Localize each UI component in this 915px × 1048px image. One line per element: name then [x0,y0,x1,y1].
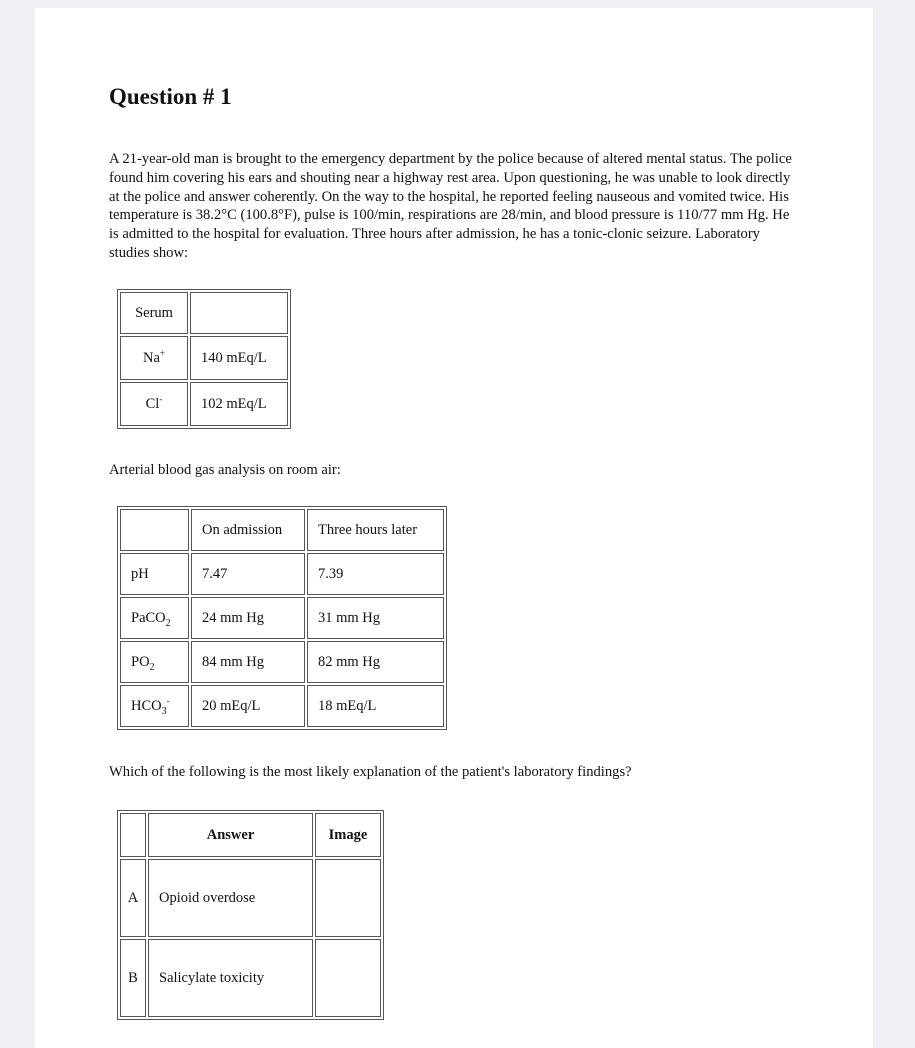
option-image-cell [315,939,381,1017]
document-page [35,8,873,1048]
table-row [120,382,288,426]
param-name: pH [131,565,149,582]
col-header-admission: On admission [191,509,305,551]
abg-value: 18 mEq/L [307,685,444,727]
option-image-cell [315,859,381,937]
param-subscript: 3 [161,705,167,717]
abg-label: Arterial blood gas analysis on room air: [109,462,341,478]
question-title: Question # 1 [109,84,232,109]
table-row [120,336,288,380]
abg-param-po2 [120,641,189,683]
abg-param-hco3 [120,685,189,727]
analyte-charge: - [159,393,163,404]
table-row [120,641,444,683]
param-charge: - [166,695,170,706]
question-stem: A 21-year-old man is brought to the emergency department by the police because of altered mental status. The police found him covering his ears and shouting near a highway rest area. Upon questioning, he was unable to look directly at the police and answer coherently. On the way to the hospital, he reported feeling nauseous and vomited twice. His temperature is 38.2°C (100.8°F), pulse is 100/min, respirations are 28/min, and blood pressure is 110/77 mm Hg. He is admitted to the hospital for evaluation. Three hours after admission, he has a tonic-clonic seizure. Laboratory studies show: [109,151,792,261]
answer-header: Answer [148,813,313,857]
answer-option-a[interactable] [120,859,381,937]
empty-cell [120,813,146,857]
option-text[interactable]: Opioid overdose [148,859,313,937]
table-row [120,685,444,727]
analyte-chloride [120,382,188,426]
option-text[interactable]: Salicylate toxicity [148,939,313,1017]
option-letter: B [120,939,146,1017]
abg-value: 31 mm Hg [307,597,444,639]
chloride-value: 102 mEq/L [190,382,288,426]
param-subscript: 2 [149,661,155,673]
analyte-sodium [120,336,188,380]
analyte-name: Cl [145,395,160,412]
param-name: PO [131,653,150,670]
serum-header: Serum [120,292,188,334]
empty-cell [190,292,288,334]
analyte-charge: + [159,347,165,358]
analyte-name: Na [143,349,160,366]
answer-table [117,810,384,1020]
abg-table [117,506,447,730]
abg-value: 24 mm Hg [191,597,305,639]
answer-option-b[interactable] [120,939,381,1017]
question-prompt: Which of the following is the most likely explanation of the patient's laboratory findings? [109,764,632,780]
table-row [120,292,288,334]
table-row [120,509,444,551]
option-letter: A [120,859,146,937]
abg-value: 82 mm Hg [307,641,444,683]
empty-cell [120,509,189,551]
abg-value: 7.39 [307,553,444,595]
param-subscript: 2 [165,617,171,629]
table-row [120,813,381,857]
image-header: Image [315,813,381,857]
sodium-value: 140 mEq/L [190,336,288,380]
param-name: PaCO [131,609,166,626]
serum-table [117,289,291,429]
abg-value: 20 mEq/L [191,685,305,727]
abg-param-paco2 [120,597,189,639]
param-name: HCO [131,697,162,714]
abg-value: 84 mm Hg [191,641,305,683]
col-header-later: Three hours later [307,509,444,551]
abg-param-ph [120,553,189,595]
table-row [120,553,444,595]
abg-value: 7.47 [191,553,305,595]
table-row [120,597,444,639]
